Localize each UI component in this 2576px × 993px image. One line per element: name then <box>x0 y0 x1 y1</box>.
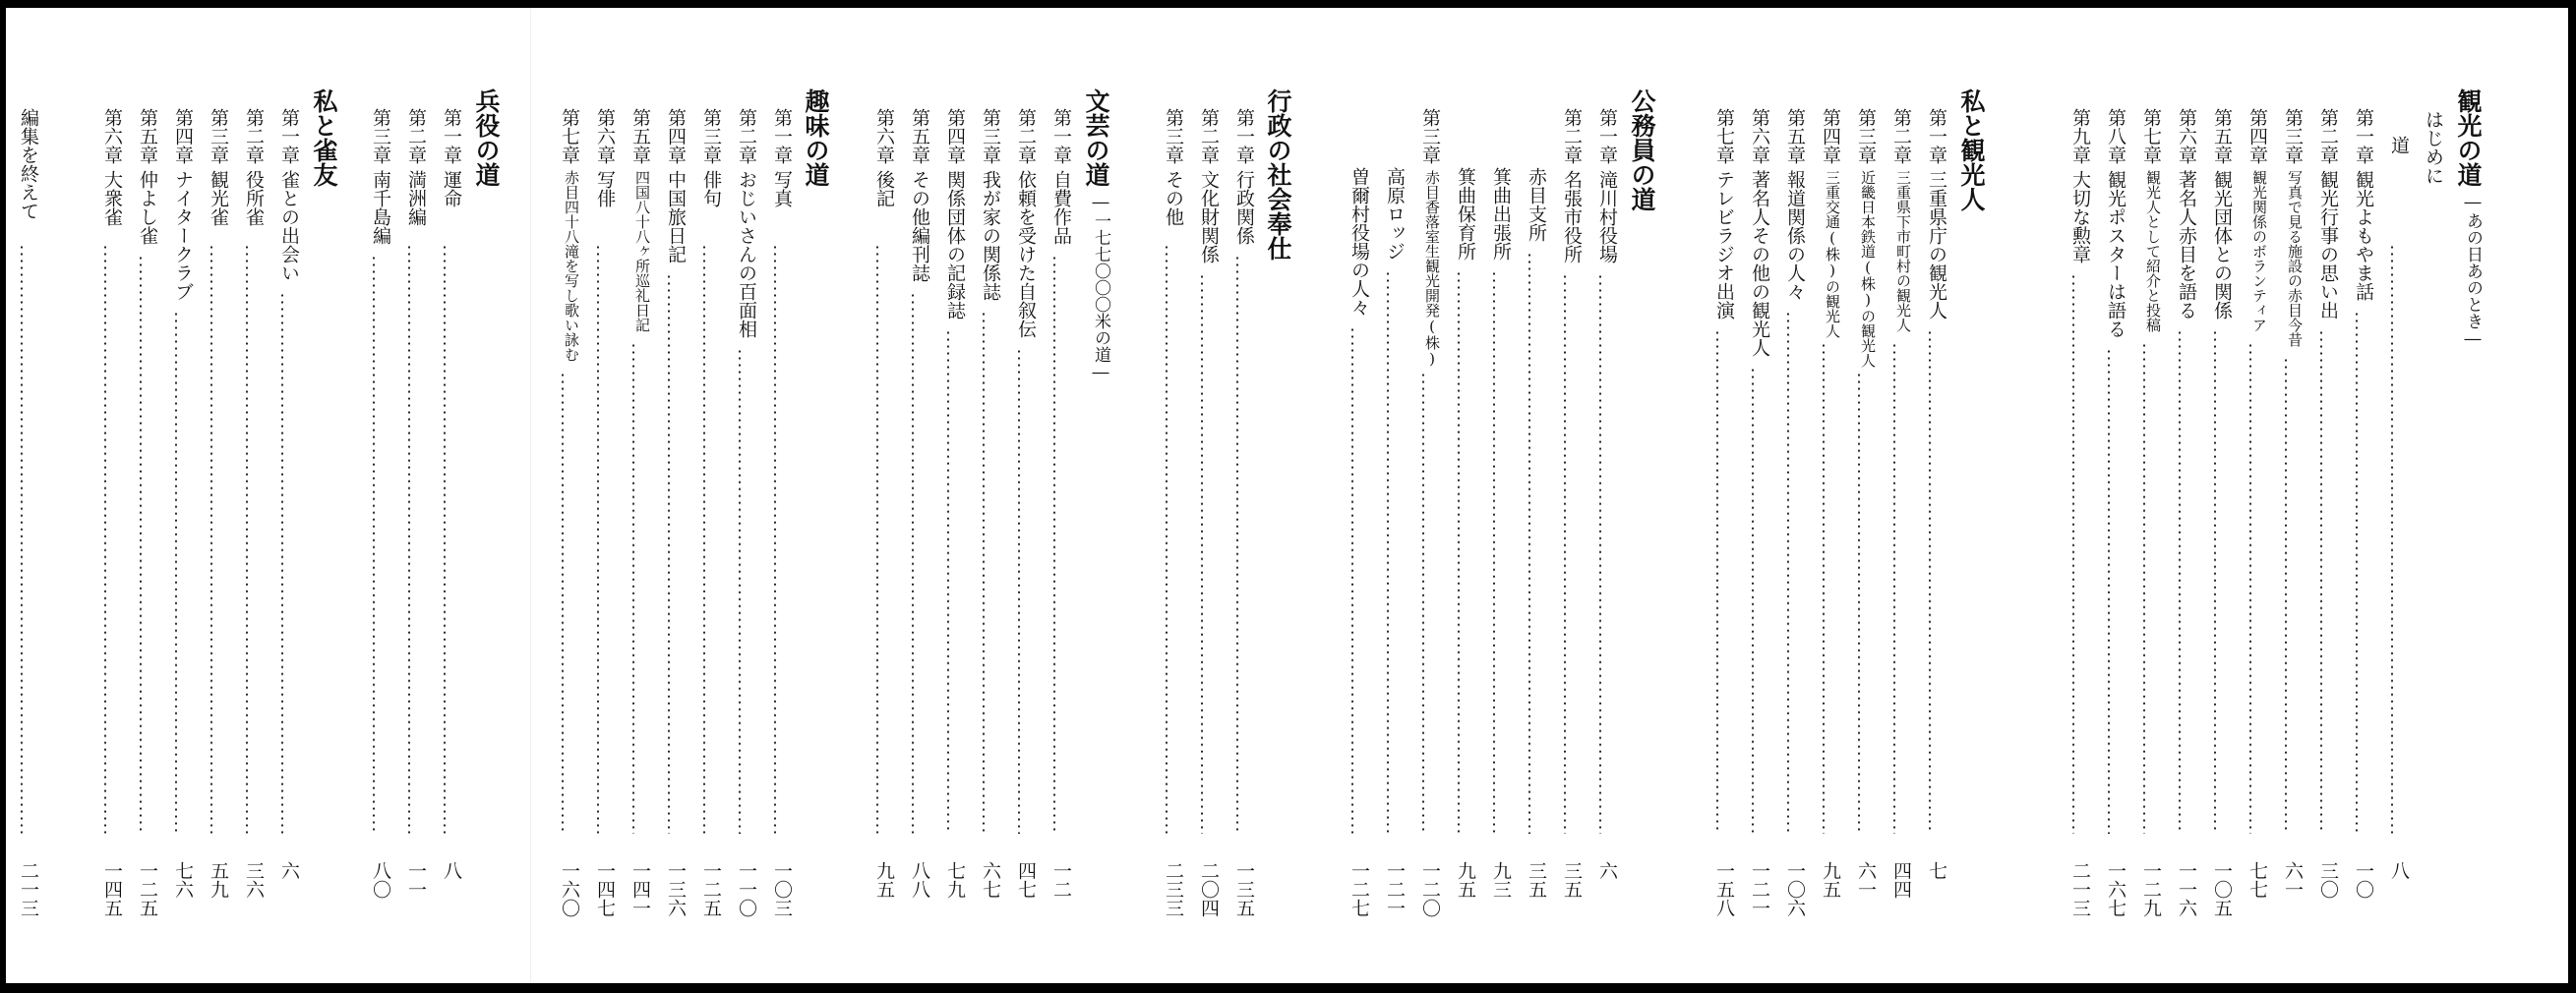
chapter-title: 曽爾村役場の人々 <box>1348 167 1370 317</box>
leader-dots <box>2179 329 2181 834</box>
page-number: 一二七 <box>1348 861 1370 917</box>
chapter-label: 第九章 <box>2069 108 2091 164</box>
toc-entry <box>1186 8 1218 983</box>
chapter-title: 仲よし雀 <box>137 170 158 245</box>
chapter-title: 三重県庁の観光人 <box>1926 170 1947 320</box>
page-number: 七 <box>1926 861 1947 880</box>
leader-dots <box>1716 329 1718 834</box>
page-number: 九五 <box>1820 861 1841 899</box>
chapter-label: 第六章 <box>2176 108 2197 164</box>
page-number: 六 <box>1596 861 1618 880</box>
toc-entry <box>90 8 121 983</box>
chapter-title: 役所雀 <box>243 170 265 226</box>
toc-entry <box>862 8 893 983</box>
chapter-title: 観光人として紹介と投稿 <box>2144 170 2162 332</box>
chapter-title: 南千島編 <box>370 170 391 245</box>
leader-dots <box>1752 367 1754 834</box>
chapter-title: おじいさんの百面相 <box>736 170 757 338</box>
leader-dots <box>1351 326 1353 834</box>
toc-entry <box>1585 8 1616 983</box>
chapter-title: 著名人赤目を語る <box>2176 170 2197 320</box>
toc-entry <box>231 8 263 983</box>
chapter-title: その他 <box>1163 170 1184 226</box>
chapter-label: 第一章 <box>1050 108 1072 164</box>
chapter-label: 第三章 <box>2282 108 2304 164</box>
toc-entry <box>1772 8 1804 983</box>
leader-dots <box>373 255 375 834</box>
toc-entry <box>547 8 578 983</box>
chapter-label: 第四章 <box>944 108 966 164</box>
toc-entry <box>160 8 192 983</box>
toc-entry <box>1337 8 1368 983</box>
chapter-label: 第五章 <box>909 108 930 164</box>
chapter-title: 中国旅日記 <box>665 170 687 263</box>
leader-dots <box>597 244 599 834</box>
toc-entry <box>125 8 156 983</box>
chapter-title: 三重県下市町村の観光人 <box>1894 170 1912 332</box>
page-number: 三五 <box>1561 861 1583 899</box>
chapter-title: その他編刊誌 <box>909 170 930 282</box>
toc-entry <box>2235 8 2266 983</box>
chapter-title: 関係団体の記録誌 <box>944 170 966 320</box>
page-number: 一二一 <box>1384 861 1406 917</box>
chapter-label: 第二章 <box>1561 108 1583 164</box>
chapter-label: 第三章 <box>1163 108 1184 164</box>
page-number: 七七 <box>2247 861 2268 899</box>
chapter-title: 文化財関係 <box>1198 170 1220 263</box>
chapter-label: 第三章 <box>208 108 229 164</box>
leader-dots <box>1166 244 1168 834</box>
chapter-label: 第二章 <box>2317 108 2339 164</box>
page-number: 六七 <box>980 861 1001 899</box>
page-number: 七九 <box>944 861 966 899</box>
page-number: 二〇四 <box>1198 861 1220 917</box>
chapter-label: 編集を終えて <box>18 108 39 220</box>
page-number: 一二九 <box>2140 861 2162 917</box>
part-title: 観光の道 <box>2454 88 2483 187</box>
toc-entry <box>2270 8 2302 983</box>
toc-entry <box>1737 8 1768 983</box>
chapter-title: 箕曲保育所 <box>1455 167 1476 261</box>
chapter-title: 大衆雀 <box>101 170 123 226</box>
chapter-title: 著名人その他の観光人 <box>1749 170 1770 357</box>
page-number: 一一六 <box>2176 861 2197 917</box>
page-number: 一六七 <box>2105 861 2127 917</box>
leader-dots <box>444 244 446 834</box>
leader-dots <box>2108 348 2110 834</box>
page-number: 八 <box>2388 861 2410 880</box>
page-number: 一五八 <box>1713 861 1735 917</box>
leader-dots <box>1528 252 1530 834</box>
chapter-label: 第二章 <box>1198 108 1220 164</box>
page-number: 一四七 <box>594 861 616 917</box>
toc-entry <box>2058 8 2089 983</box>
toc-entry <box>968 8 999 983</box>
page-number: 九三 <box>1490 861 1512 899</box>
toc-entry <box>1151 8 1182 983</box>
leader-dots <box>739 348 741 834</box>
chapter-title: 俳句 <box>700 170 722 207</box>
toc-entry <box>1443 8 1474 983</box>
page-number: 一〇三 <box>771 861 793 917</box>
chapter-label: 第六章 <box>594 108 616 164</box>
chapter-title: 写真 <box>771 170 793 207</box>
chapter-label: 第五章 <box>629 108 651 164</box>
chapter-label: 第四章 <box>2247 108 2268 164</box>
page-number: 八〇 <box>370 861 391 899</box>
page-number: 一一〇 <box>736 861 757 917</box>
leader-dots <box>562 372 564 834</box>
page-number: 五九 <box>208 861 229 899</box>
toc-entry <box>1514 8 1545 983</box>
chapter-title: 観光よもやま話 <box>2353 170 2374 301</box>
chapter-label: 第四章 <box>1820 108 1841 164</box>
page-number: 三六 <box>243 861 265 899</box>
page-number: 一〇五 <box>2211 861 2233 917</box>
chapter-title: 赤目支所 <box>1526 167 1547 242</box>
page-number: 一二五 <box>700 861 722 917</box>
chapter-label: 第五章 <box>2211 108 2233 164</box>
page-number: 九五 <box>1455 861 1476 899</box>
leader-dots <box>175 311 177 834</box>
leader-dots <box>2249 342 2251 834</box>
leader-dots <box>1599 273 1601 834</box>
chapter-label: 第三章 <box>370 108 391 164</box>
chapter-label: 第八章 <box>2105 108 2127 164</box>
part-heading <box>1251 8 1290 983</box>
page-number: 三〇 <box>2317 861 2339 899</box>
chapter-label: 道 <box>2388 136 2410 154</box>
leader-dots <box>774 244 776 834</box>
leader-dots <box>104 244 106 834</box>
page-number: 一二一 <box>1749 861 1770 917</box>
toc-page <box>6 8 2568 983</box>
toc-entry <box>689 8 720 983</box>
leader-dots <box>632 342 634 834</box>
part-title: 兵役の道 <box>472 88 501 187</box>
toc-entry <box>1478 8 1510 983</box>
leader-dots <box>1387 270 1389 834</box>
chapter-label: 第四章 <box>172 108 194 164</box>
chapter-title: 近畿日本鉄道(株)の観光人 <box>1859 170 1877 368</box>
chapter-label: はじめに <box>2423 110 2444 185</box>
leader-dots <box>947 329 949 834</box>
page-fold <box>530 8 531 983</box>
toc-entry <box>1879 8 1910 983</box>
chapter-label: 第五章 <box>137 108 158 164</box>
toc-entry <box>582 8 614 983</box>
toc-entry <box>2128 8 2160 983</box>
leader-dots <box>246 244 248 834</box>
chapter-title: 我が家の関係誌 <box>980 170 1001 301</box>
chapter-title: 三重交通(株)の観光人 <box>1824 170 1841 338</box>
leader-dots <box>1018 348 1020 834</box>
page-number: 二三三 <box>1163 861 1184 917</box>
leader-dots <box>2143 342 2145 834</box>
page-number: 一三五 <box>1233 861 1255 917</box>
page-number: 六 <box>278 861 300 880</box>
leader-dots <box>1458 270 1460 834</box>
part-subtitle: ―あの日あのとき― <box>2463 193 2483 349</box>
chapter-title: 名張市役所 <box>1561 170 1583 263</box>
leader-dots <box>703 244 705 834</box>
chapter-title: 観光関係のボランティア <box>2250 170 2268 332</box>
part-title: 私と雀友 <box>310 88 338 187</box>
chapter-label: 第七章 <box>2140 108 2162 164</box>
chapter-title: 行政関係 <box>1233 170 1255 245</box>
leader-dots <box>1053 255 1055 834</box>
page-number: 七六 <box>172 861 194 899</box>
part-heading <box>1069 8 1108 983</box>
leader-dots <box>408 244 410 834</box>
leader-dots <box>21 244 23 834</box>
leader-dots <box>2356 311 2358 834</box>
chapter-title: 四国八十八ヶ所巡礼日記 <box>633 170 651 332</box>
chapter-title: 箕曲出張所 <box>1490 167 1512 261</box>
toc-entry <box>2376 8 2408 983</box>
toc-entry <box>2164 8 2195 983</box>
part-title: 文芸の道 <box>1082 88 1110 187</box>
toc-entry <box>897 8 929 983</box>
leader-dots <box>281 292 283 834</box>
chapter-title: 滝川村役場 <box>1596 170 1618 263</box>
chapter-title: テレビラジオ出演 <box>1713 170 1735 320</box>
leader-dots <box>1493 270 1495 834</box>
toc-entry <box>393 8 425 983</box>
part-heading <box>297 8 336 983</box>
chapter-title: 雀との出会い <box>278 170 300 282</box>
toc-entry <box>196 8 227 983</box>
chapter-title: 観光ポスターは語る <box>2105 170 2127 338</box>
chapter-label: 第六章 <box>101 108 123 164</box>
page-number: 一〇 <box>2353 861 2374 899</box>
leader-dots <box>668 273 670 834</box>
chapter-label: 第七章 <box>559 108 580 164</box>
chapter-label: 第六章 <box>873 108 895 164</box>
toc-entry <box>1039 8 1070 983</box>
leader-dots <box>1422 372 1424 834</box>
page-number: 一四五 <box>101 861 123 917</box>
chapter-label: 第一章 <box>278 108 300 164</box>
chapter-label: 第五章 <box>1784 108 1806 164</box>
chapter-label: 第三章 <box>980 108 1001 164</box>
page-number: 九五 <box>873 861 895 899</box>
toc-entry <box>2093 8 2125 983</box>
toc-entry <box>653 8 685 983</box>
chapter-label: 第一章 <box>1596 108 1618 164</box>
chapter-label: 第一章 <box>771 108 793 164</box>
leader-dots <box>1823 342 1825 834</box>
page-number: 二一三 <box>2069 861 2091 917</box>
part-subtitle: ―一七七〇〇〇米の道― <box>1091 193 1110 382</box>
leader-dots <box>1929 329 1931 834</box>
leader-dots <box>2391 244 2393 834</box>
chapter-label: 第二章 <box>243 108 265 164</box>
page-number: 一二五 <box>137 861 158 917</box>
chapter-title: 赤目四十八滝を写し歌い詠む <box>563 170 580 362</box>
chapter-label: 第一章 <box>1233 108 1255 164</box>
leader-dots <box>1787 311 1789 834</box>
part-heading <box>1615 8 1654 983</box>
chapter-label: 第二章 <box>736 108 757 164</box>
chapter-title: 観光雀 <box>208 170 229 226</box>
leader-dots <box>140 255 142 834</box>
chapter-label: 第七章 <box>1713 108 1735 164</box>
chapter-label: 第三章 <box>1419 108 1441 164</box>
toc-entry <box>932 8 964 983</box>
toc-entry <box>1702 8 1733 983</box>
chapter-title: ナイタークラブ <box>172 170 194 301</box>
toc-entry <box>1372 8 1404 983</box>
page-number: 一二〇 <box>1419 861 1441 917</box>
leader-dots <box>876 244 878 834</box>
page-number: 二一三 <box>18 861 39 917</box>
page-number: 一三六 <box>665 861 687 917</box>
chapter-title: 高原ロッジ <box>1384 167 1406 261</box>
chapter-title: 報道関係の人々 <box>1784 170 1806 301</box>
leader-dots <box>1858 372 1860 834</box>
part-title: 行政の社会奉仕 <box>1264 88 1292 261</box>
chapter-label: 第二章 <box>405 108 427 164</box>
page-number: 一二 <box>1050 861 1072 899</box>
toc-entry <box>1222 8 1253 983</box>
chapter-label: 第四章 <box>665 108 687 164</box>
chapter-title: 観光行事の思い出 <box>2317 170 2339 320</box>
chapter-title: 運命 <box>441 170 462 207</box>
part-heading <box>789 8 828 983</box>
chapter-label: 第三章 <box>700 108 722 164</box>
leader-dots <box>1564 273 1566 834</box>
leader-dots <box>2214 329 2216 834</box>
page-number: 四七 <box>1015 861 1037 899</box>
chapter-label: 第一章 <box>441 108 462 164</box>
page-number: 六一 <box>1855 861 1877 899</box>
toc-entry <box>2411 8 2442 983</box>
chapter-title: 写俳 <box>594 170 616 207</box>
chapter-label: 第一章 <box>2353 108 2374 164</box>
toc-entry <box>429 8 460 983</box>
toc-entry <box>759 8 791 983</box>
chapter-label: 第三章 <box>1855 108 1877 164</box>
chapter-label: 第二章 <box>1890 108 1912 164</box>
chapter-label: 第六章 <box>1749 108 1770 164</box>
page-number: 一一 <box>405 861 427 899</box>
part-heading <box>1945 8 1984 983</box>
page-number: 一〇六 <box>1784 861 1806 917</box>
toc-entry <box>1843 8 1875 983</box>
chapter-title: 写真で見る施設の赤目今昔 <box>2286 170 2304 347</box>
part-title: 趣味の道 <box>802 88 830 187</box>
leader-dots <box>2320 329 2322 834</box>
leader-dots <box>1201 273 1203 834</box>
toc-entry <box>1003 8 1035 983</box>
page-number: 三五 <box>1526 861 1547 899</box>
toc-entry <box>267 8 298 983</box>
toc-entry <box>1808 8 1839 983</box>
chapter-title: 大切な勲章 <box>2069 170 2091 263</box>
toc-entry <box>2306 8 2337 983</box>
part-heading <box>2441 8 2481 983</box>
toc-entry <box>358 8 389 983</box>
leader-dots <box>912 292 914 834</box>
chapter-title: 自費作品 <box>1050 170 1072 245</box>
leader-dots <box>210 244 212 834</box>
toc-entry <box>1549 8 1581 983</box>
page-number: 八八 <box>909 861 930 899</box>
leader-dots <box>1893 342 1895 834</box>
toc-entry <box>724 8 755 983</box>
toc-entry <box>2341 8 2372 983</box>
chapter-label: 第二章 <box>1015 108 1037 164</box>
toc-entry <box>1914 8 1946 983</box>
chapter-title: 赤目香落室生観光開発(株) <box>1423 170 1441 368</box>
chapter-title: 満洲編 <box>405 170 427 226</box>
part-title: 私と観光人 <box>1957 88 1986 211</box>
page-number: 一六〇 <box>559 861 580 917</box>
leader-dots <box>1236 255 1238 834</box>
page-number: 八 <box>441 861 462 880</box>
toc-entry <box>618 8 649 983</box>
chapter-title: 依頼を受けた自叙伝 <box>1015 170 1037 338</box>
toc-entry <box>6 8 37 983</box>
part-heading <box>459 8 499 983</box>
leader-dots <box>2072 273 2074 834</box>
page-number: 六一 <box>2282 861 2304 899</box>
toc-entry <box>1408 8 1439 983</box>
chapter-label: 第一章 <box>1926 108 1947 164</box>
part-title: 公務員の道 <box>1628 88 1656 211</box>
toc-entry <box>2199 8 2231 983</box>
page-number: 一四一 <box>629 861 651 917</box>
leader-dots <box>983 311 985 834</box>
page-number: 四四 <box>1890 861 1912 899</box>
chapter-title: 後記 <box>873 170 895 207</box>
leader-dots <box>2285 357 2287 834</box>
chapter-title: 観光団体との関係 <box>2211 170 2233 320</box>
